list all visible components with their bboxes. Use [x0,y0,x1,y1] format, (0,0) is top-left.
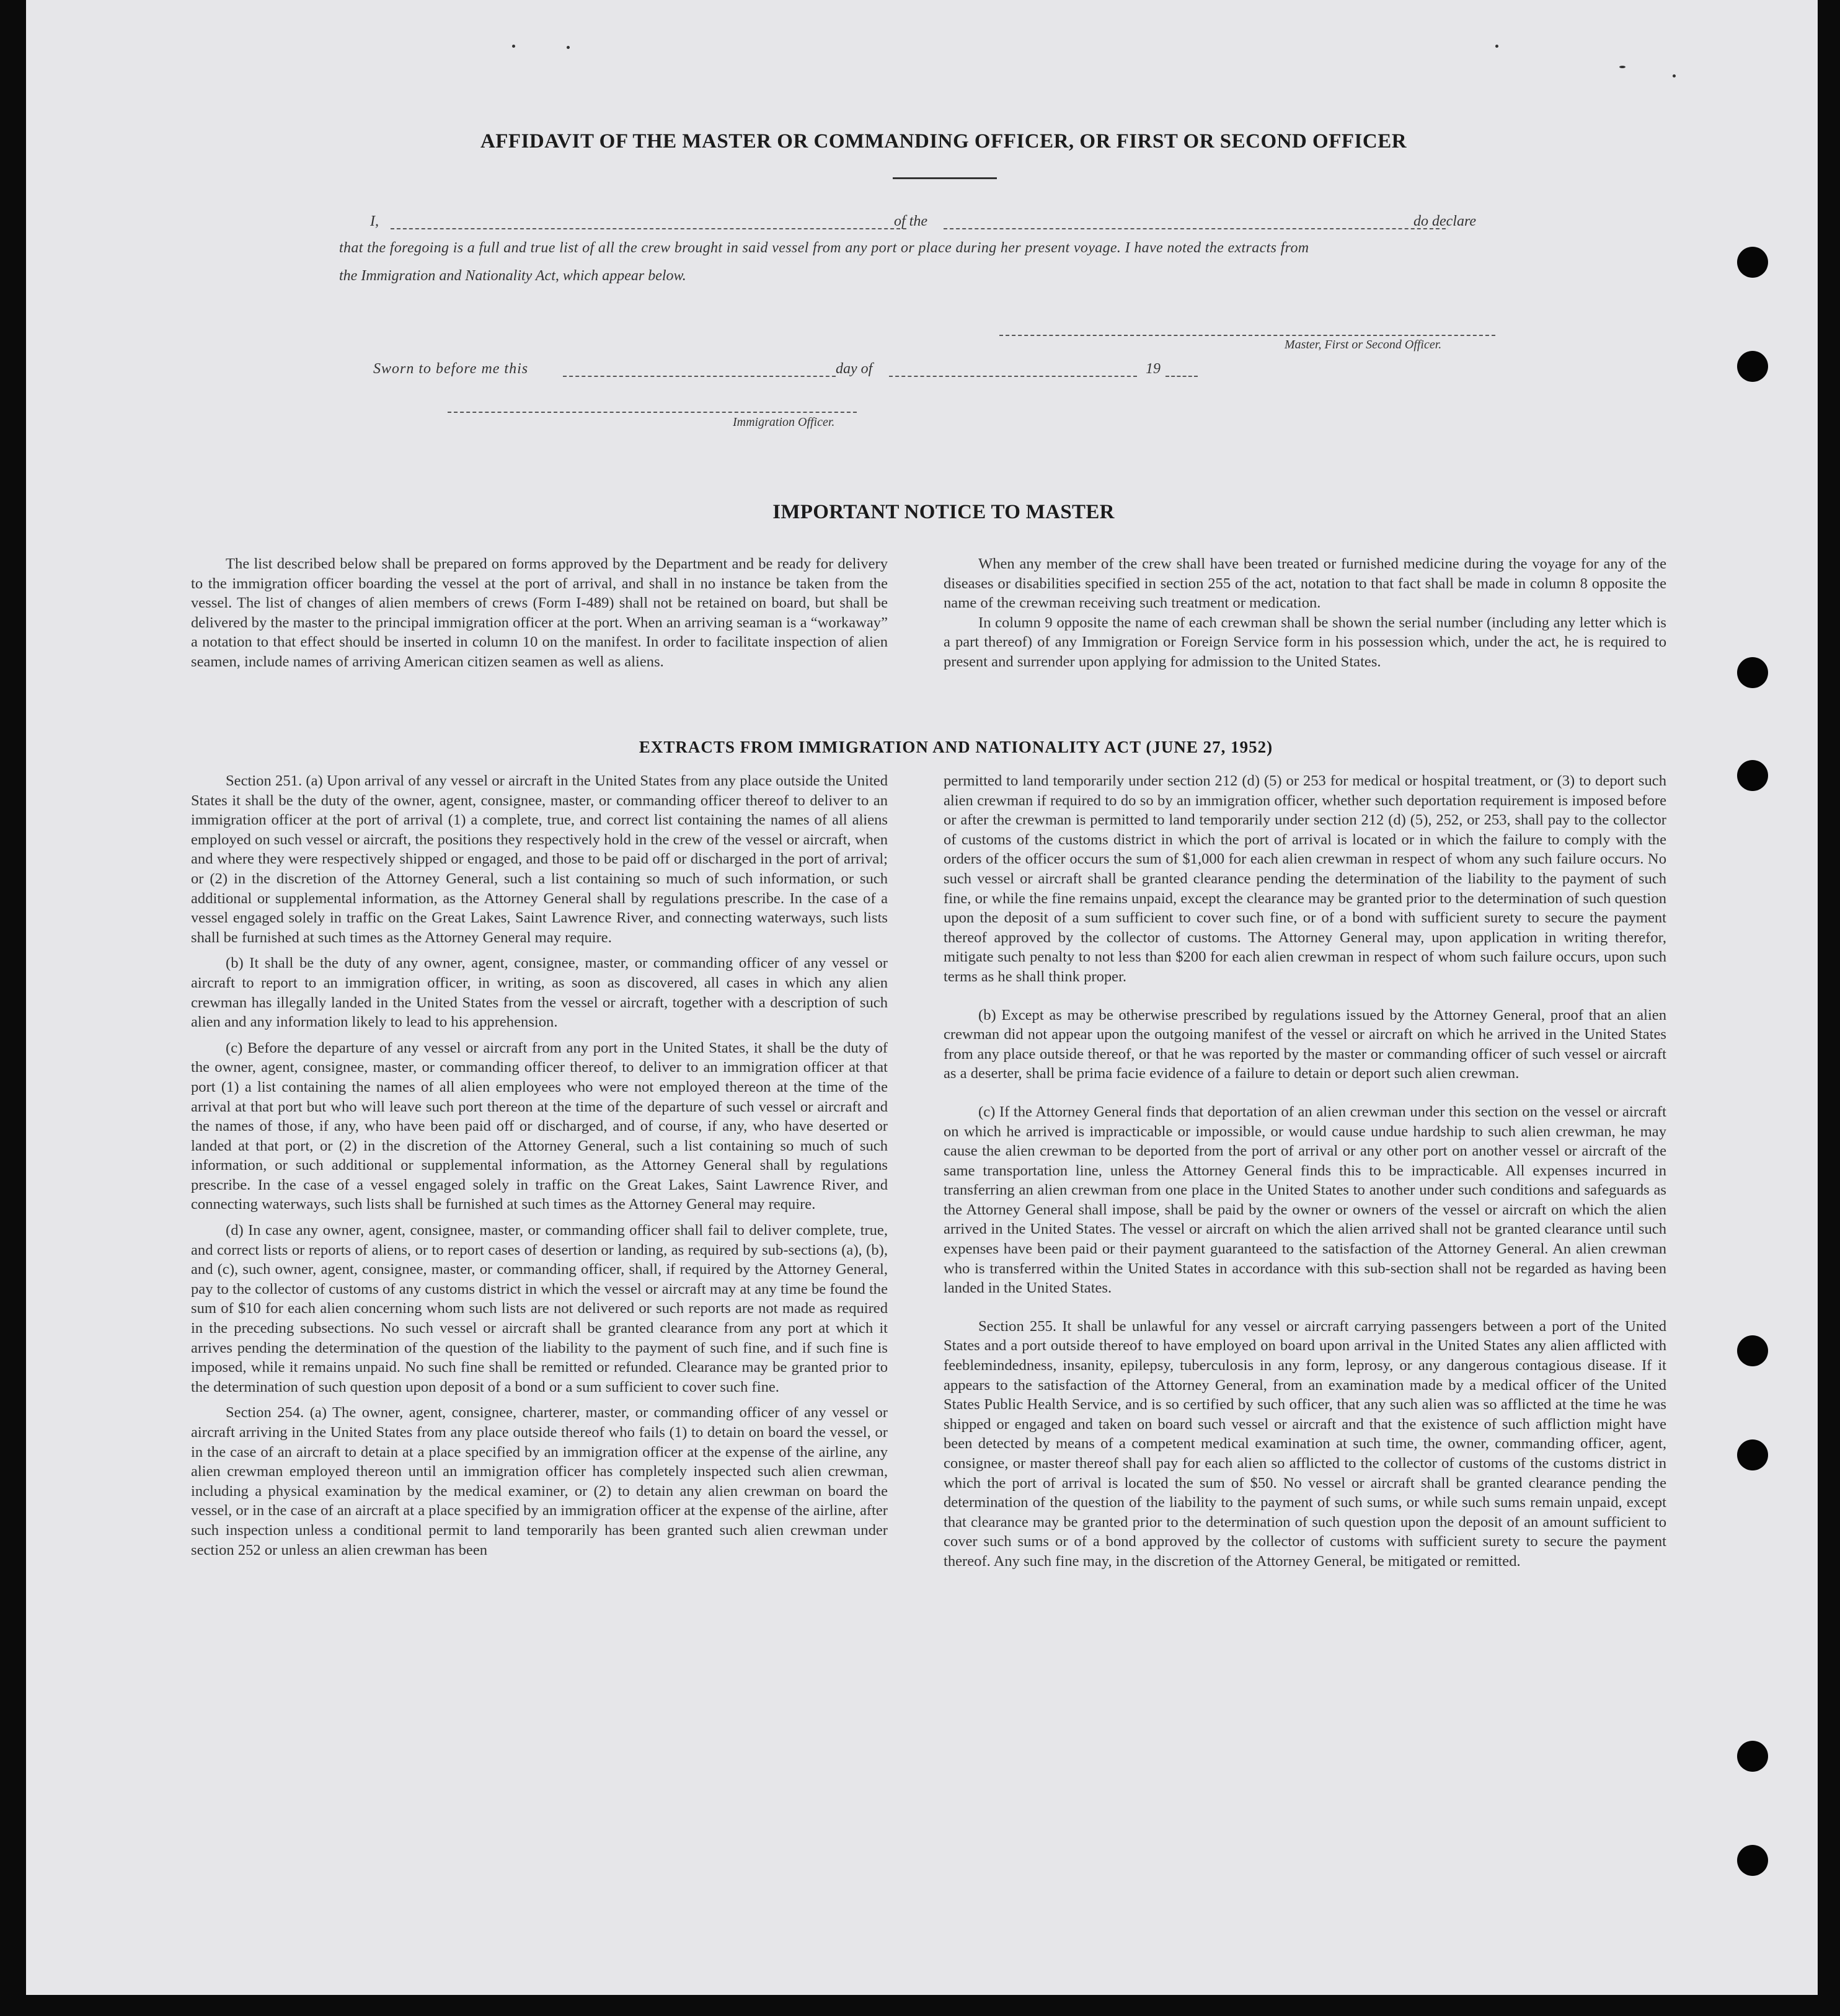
punch-hole [1737,657,1768,688]
day-of-text: day of [836,361,873,377]
section-254b: (b) Except as may be otherwise prescribed by regulations issued by the Attorney General, proof that an alien crewman did not appear upon the outgoing manifest of the vessel or aircraft on which he arrived in the United States from any place outside thereof, or that he was reported by the master or commanding officer of such vessel or aircraft as a deserter, shall be prima facie evidence of a failure to detain or deport such alien crewman. [944,1006,1666,1082]
section-254c: (c) If the Attorney General finds that deportation of an alien crewman under this section on the vessel or aircraft on which he arrived is impracticable or impossible, or would cause undue hardship to such alien crewman, he may cause the alien crewman to be deported from the port of arrival or any other port on another vessel or aircraft of the same transportation line, unless the Attorney General finds this to be impracticable. All expenses incurred in transferring an alien crewman from one place in the United States to another under such conditions and safeguards as the Attorney General shall impose, shall be paid by the owner or owners of the vessel or aircraft on which the alien arrived in the United States. The vessel or aircraft on which the alien arrived shall not be granted clearance until such expenses have been paid or their payment guaranteed to the satisfaction of the Attorney General. An alien crewman who is transferred within the United States in accordance with this sub-section shall not be regarded as having been landed in the United States. [944,1103,1666,1297]
section-254a-cont: permitted to land temporarily under section 212 (d) (5) or 253 for medical or hospital treatment, or (3) to deport such alien crewman if required to do so by an immigration officer, whether such deportation requirement is imposed before or after the crewman is permitted to land temporarily under section 212 (d) (5), 252, or 253, shall pay to the collector of customs of the customs district in which the port of arrival is located or in which the failure to comply with the orders of the officer occurs the sum of $1,000 for each alien crewman in respect of whom any such failure occurs. No such vessel or aircraft shall be granted clearance pending the determination of the liability to the payment of such fine, or while the fine remains unpaid, except the clearance may be granted prior to the determination of such question upon the deposit of a sum sufficient to cover such fine, or of a bond with sufficient surety to secure the payment thereof approved by the collector of customs. The Attorney General may, upon application in writing therefor, mitigate such penalty to not less than $200 for each alien crewman in respect of whom such failure occurs, upon such terms as he shall think proper. [944,772,1666,985]
section-251a: Section 251. (a) Upon arrival of any vessel or aircraft in the United States from any place outside the United States it shall be the duty of the owner, agent, consignee, master, or commanding officer thereof to deliver to an immigration officer at the port of arrival (1) a complete, true, and correct list containing the names of all aliens employed on such vessel or aircraft, the positions they respectively hold in the crew of the vessel or aircraft, when and where they were respectively shipped or engaged, and those to be paid off or discharged in the port of arrival; or (2) in the discretion of the Attorney General, such a list containing so much of such information, or such additional or supplemental information, as the Attorney General shall by regulations prescribe. In the case of a vessel engaged solely in traffic on the Great Lakes, Saint Lawrence River, and connecting waterways, such lists shall be furnished at such times as the Attorney General may require. [191,772,888,946]
extracts-right-column [944,771,1666,1578]
punch-hole [1737,760,1768,791]
day-blank-line[interactable] [563,376,836,377]
punch-hole [1737,1845,1768,1876]
affidavit-i: I, [370,213,379,229]
notice-title: IMPORTANT NOTICE TO MASTER [772,501,1115,523]
master-signature-line[interactable] [999,335,1495,336]
punch-hole [1737,247,1768,278]
notice-right-paragraph-1: When any member of the crew shall have been treated or furnished medicine during the voyage for any of the diseases or disabilities specified in section 255 of the act, notation to that fact shall be made in column 8 opposite the name of the crewman receiving such treatment or medication. [944,555,1666,612]
notice-right-paragraph-2: In column 9 opposite the name of each crewman shall be shown the serial number (including any letter which is a part thereof) of any Immigration or Foreign Service form in his possession which, under the act, he is required to present and surrender upon applying for admission to the United States. [944,614,1666,670]
section-251c: (c) Before the departure of any vessel or aircraft from any port in the United States, it shall be the duty of the owner, agent, consignee, master, or commanding officer thereof, to deliver to an immigration officer at that port (1) a list containing the names of all alien employees who were not employed thereon at the time of the arrival at that port but who will leave such port thereon at the time of the departure of such vessel or aircraft and the names of those, if any, who have been paid off or discharged, and of course, if any, who have deserted or landed at that port, or (2) in the discretion of the Attorney General, such a list containing so much of such information, or such additional or supplemental information, as the Attorney General shall by regulations prescribe. In the case of a vessel engaged solely in traffic on the Great Lakes, Saint Lawrence River, and connecting waterways, such lists shall be furnished at such times as the Attorney General may require. [191,1039,888,1213]
section-251d: (d) In case any owner, agent, consignee, master, or commanding officer shall fail to deliver complete, true, and correct lists or reports of aliens, or to report cases of desertion or landing, as required by sub-sections (a), (b), and (c), such owner, agent, consignee, master, or commanding officer, shall, if required by the Attorney General, pay to the collector of customs of any customs district in which the vessel or aircraft may at any time be found the sum of $10 for each alien concerning whom such lists are not delivered or such reports are not made as required in the preceding subsections. No such vessel or aircraft shall be granted clearance from any port at which it arrives pending the determination of the question of the liability to the payment of such fine, and if such fine is imposed, while it remains unpaid. No such fine shall be remitted or refunded. Clearance may be granted prior to the determination of such question upon deposit of a bond or a sum sufficient to cover such fine. [191,1222,888,1395]
vessel-blank-line[interactable] [944,228,1446,229]
month-blank-line[interactable] [889,376,1137,377]
scan-speck [1619,66,1625,68]
punch-hole [1737,1439,1768,1470]
year-prefix: 19 [1146,361,1161,377]
scan-speck [1495,45,1498,48]
affidavit-declaration-cont: the Immigration and Nationality Act, which appear below. [339,268,686,284]
section-254a: Section 254. (a) The owner, agent, consignee, charterer, master, or commanding officer of any vessel or aircraft arriving in the United States from any place outside thereof who fails (1) to detain on board the vessel, or in the case of an aircraft to detain at a place specified by an immigration officer at the expense of the airline, any alien crewman employed thereon until an immigration officer has completely inspected such alien crewman, including a physical examination by the medical examiner, or (2) to detain any alien crewman on board the vessel, or in the case of an aircraft at a place specified by an immigration officer at the expense of the airline, after such inspection unless a conditional permit to land temporarily has been granted such alien crewman under section 252 or unless an alien crewman has been [191,1404,888,1558]
extracts-title: EXTRACTS FROM IMMIGRATION AND NATIONALITY ACT (JUNE 27, 1952) [639,738,1273,756]
notice-right-column [944,554,1666,678]
punch-hole [1737,1335,1768,1366]
affidavit-title: AFFIDAVIT OF THE MASTER OR COMMANDING OFFICER, OR FIRST OR SECOND OFFICER [480,130,1407,153]
punch-hole [1737,1741,1768,1772]
master-signature-label: Master, First or Second Officer. [1285,338,1442,351]
notice-left-paragraph: The list described below shall be prepared on forms approved by the Department and be ready for delivery to the immigration officer boarding the vessel at the port of arrival, and shall in no instance be taken from the vessel. The list of changes of alien members of crews (Form I-489) shall not be retained on board, but shall be delivered by the master to the principal immigration officer at the port. When an arriving seaman is a “workaway” a notation to that effect should be inserted in column 10 on the manifest. In order to facilitate inspection of alien seamen, include names of arriving American citizen seamen as well as aliens. [191,555,888,670]
document-page [26,0,1818,1995]
scan-speck [512,45,515,48]
scan-speck [567,46,570,49]
punch-hole [1737,351,1768,382]
section-255: Section 255. It shall be unlawful for any vessel or aircraft carrying passengers between a port of the United States and a port outside thereof to have employed on board upon arrival in the United States any alien afflicted with feeblemindedness, insanity, epilepsy, tuberculosis in any form, leprosy, or any dangerous contagious disease. If it appears to the satisfaction of the Attorney General, from an examination made by a medical officer of the United States Public Health Service, and is so certified by such officer, that any such alien was so afflicted at the time he was shipped or engaged and taken on board such vessel or aircraft and that the existence of such affliction might have been detected by means of a competent medical examination at such time, the owner, commanding officer, agent, consignee, or master thereof shall pay for each alien so afflicted to the collector of customs of the customs district in which the port of arrival is located the sum of $50. No vessel or aircraft shall be granted clearance pending the determination of the question of the liability to the payment of such sums, or while such sums remain unpaid, except that clearance may be granted prior to the determination of such question upon the deposit of an amount sufficient to cover such sums or of a bond approved by the collector of customs with sufficient surety to secure the payment thereof. Any such fine may, in the discretion of the Attorney General, be mitigated or remitted. [944,1317,1666,1570]
title-underline [893,177,997,179]
affidavit-do-declare: do declare [1413,213,1477,229]
name-blank-line[interactable] [391,228,906,229]
section-251b: (b) It shall be the duty of any owner, agent, consignee, master, or commanding officer of any vessel or aircraft to report to an immigration officer, in writing, as soon as discovered, all cases in which any alien crewman has illegally landed in the United States from the vessel or aircraft, together with a description of such alien and any information likely to lead to his apprehension. [191,955,888,1031]
officer-signature-line[interactable] [448,412,857,413]
extracts-left-column [191,771,888,1566]
year-blank-line[interactable] [1165,376,1198,377]
affidavit-declaration: that the foregoing is a full and true list of all the crew brought in said vessel from any port or place during her present voyage. I have noted the extracts from [339,240,1309,256]
sworn-text: Sworn to before me this [373,361,529,377]
notice-left-column [191,554,888,678]
officer-signature-label: Immigration Officer. [733,415,835,429]
affidavit-of-the: of the [894,213,927,229]
scan-speck [1673,74,1676,77]
